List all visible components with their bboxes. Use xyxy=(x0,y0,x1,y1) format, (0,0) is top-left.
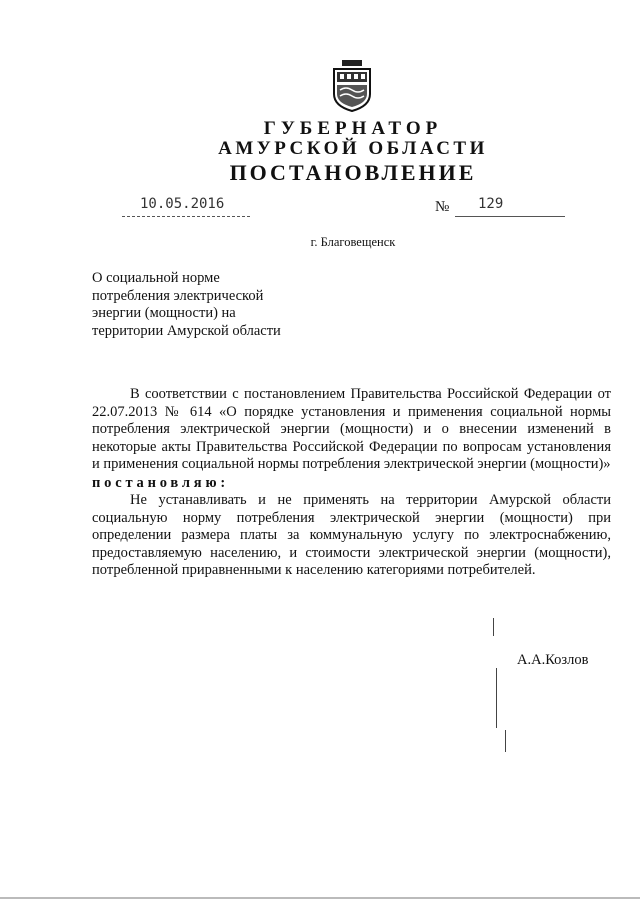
issuer-title: ГУБЕРНАТОР xyxy=(263,118,443,139)
resolve-keyword: постановляю: xyxy=(92,474,229,491)
date-underline xyxy=(122,216,250,217)
issue-city: г. Благовещенск xyxy=(310,235,396,249)
scan-artifact xyxy=(0,897,640,899)
issuer-region: АМУРСКОЙ ОБЛАСТИ xyxy=(218,138,488,159)
document-date: 10.05.2016 xyxy=(140,196,225,212)
subject-line: О социальной норме xyxy=(92,270,220,286)
document-body xyxy=(92,386,611,580)
signature-stroke xyxy=(505,730,506,752)
document-subject xyxy=(92,270,281,340)
number-underline xyxy=(455,216,565,217)
clause-paragraph: Не устанавливать и не применять на территории Амурской области социальную норму потребления электрической энергии (мощности) при определении размера платы за коммунальную услугу по электроснабжению, предоставляемую населению, и стоимости электрической энергии (мощности), потребленной приравненными к населению категориями потребителей. xyxy=(92,492,611,578)
subject-line: энергии (мощности) на xyxy=(92,305,236,321)
signature-stroke xyxy=(493,618,494,636)
subject-line: потребления электрической xyxy=(92,287,264,304)
signature-stroke xyxy=(496,668,497,728)
subject-line: территории Амурской области xyxy=(92,322,281,339)
coat-of-arms-emblem xyxy=(330,60,374,112)
document-number: 129 xyxy=(478,196,504,212)
document-type-title: ПОСТАНОВЛЕНИЕ xyxy=(229,160,477,185)
number-sign: № xyxy=(435,199,450,215)
signatory-name: А.А.Козлов xyxy=(517,652,589,668)
preamble-paragraph: В соответствии с постановлением Правительства Российской Федерации от 22.07.2013 № 614 «О порядке установления и применения социальной нормы потребления электрической энергии (мощности) и о внесении изменений в некоторые акты Правительства Российской Федерации по вопросам установления и применения социальной нормы потребления электрической энергии (мощности)» xyxy=(92,386,611,472)
